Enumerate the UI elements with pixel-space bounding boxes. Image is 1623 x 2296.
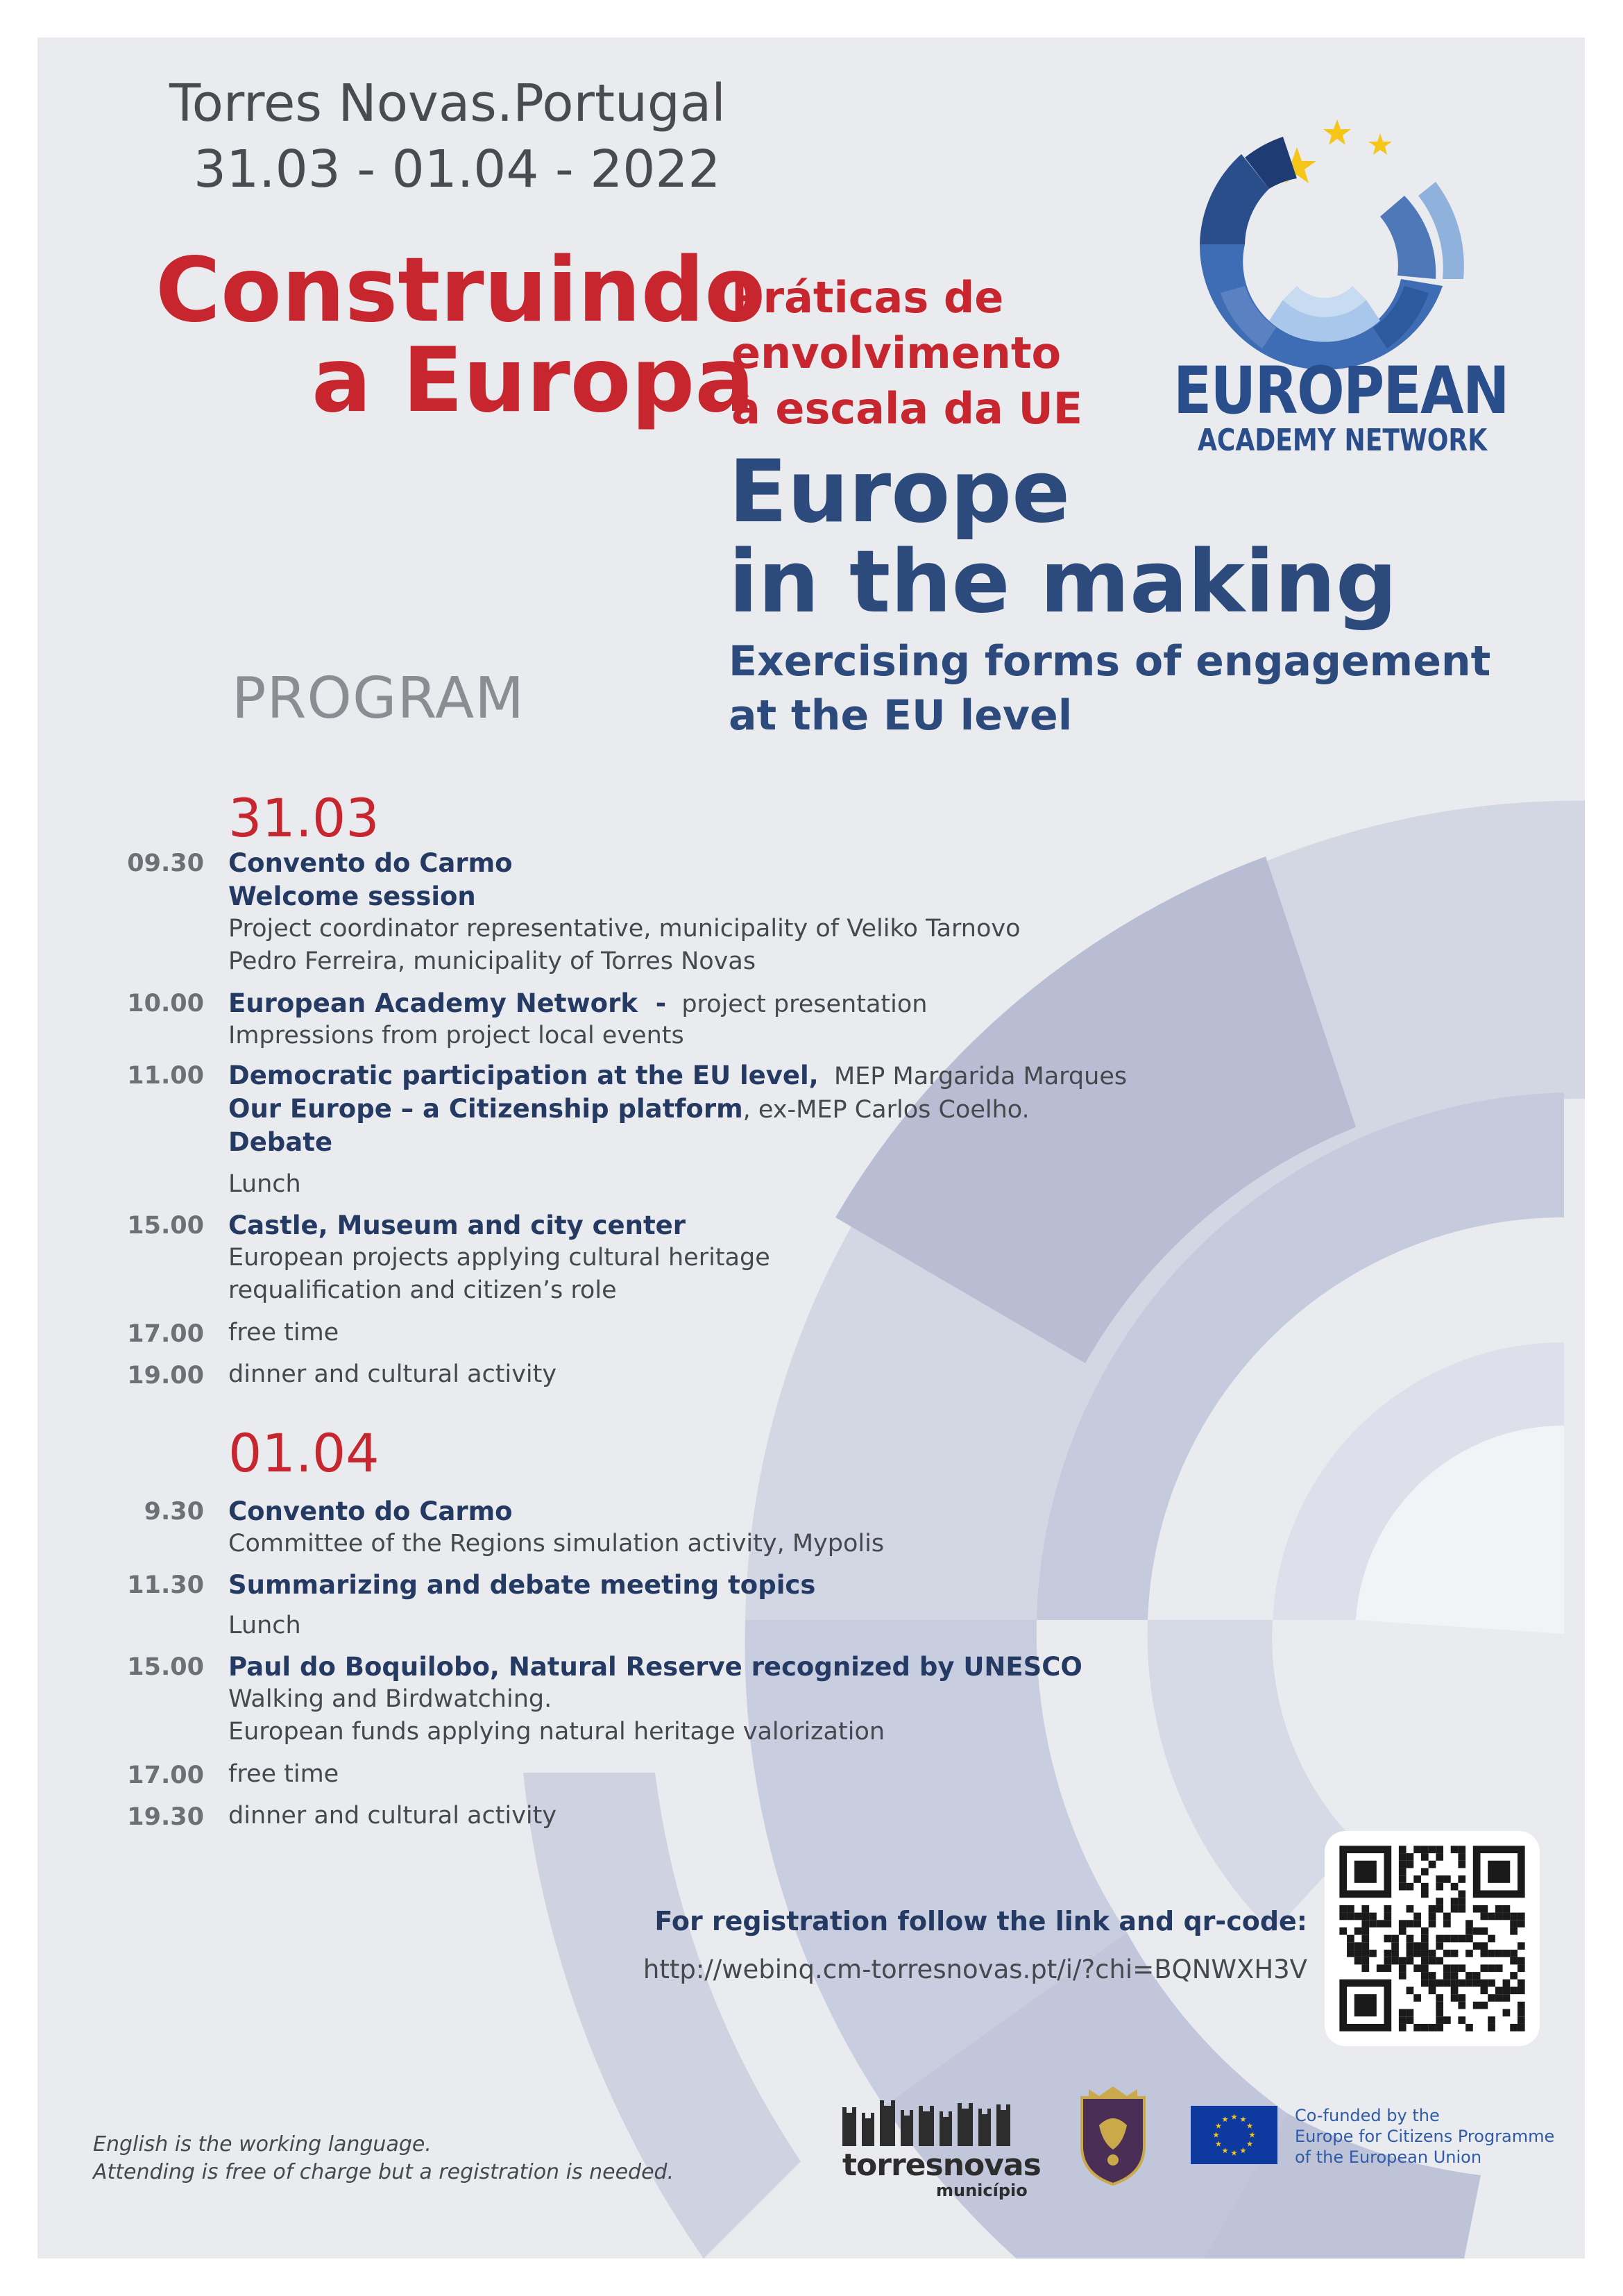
item-title: Summarizing and debate meeting topics <box>228 1570 816 1600</box>
day2-date: 01.04 <box>228 1422 380 1484</box>
registration-link[interactable]: http://webinq.cm-torresnovas.pt/i/?chi=BQNWXH3V <box>643 1955 1307 1984</box>
item-detail: European funds applying natural heritage valorization <box>228 1718 885 1746</box>
footer-note-registration: Attending is free of charge but a registration is needed. <box>93 2160 674 2184</box>
item-time: 17.00 <box>127 1320 204 1348</box>
item-detail: Lunch <box>228 1612 301 1639</box>
item-time: 11.30 <box>127 1571 204 1599</box>
subtitle-en-line2: at the EU level <box>729 691 1073 740</box>
item-title: Castle, Museum and city center <box>228 1210 686 1240</box>
item-title: Convento do Carmo <box>228 1496 513 1526</box>
item-title: European Academy Network <box>228 988 638 1018</box>
eu-cofunded-line1: Co-funded by the <box>1295 2106 1440 2125</box>
title-en-line1: Europe <box>729 442 1071 542</box>
day1-date: 31.03 <box>228 787 380 849</box>
item-detail: Committee of the Regions simulation activity, Mypolis <box>228 1530 885 1558</box>
coat-of-arms-icon <box>1075 2084 1151 2188</box>
item-time: 9.30 <box>144 1498 204 1526</box>
item-title-dash: - <box>637 988 667 1018</box>
municipality-sub: município <box>936 2181 1028 2200</box>
item-detail: free time <box>228 1319 339 1347</box>
registration-label: For registration follow the link and qr-code: <box>654 1906 1307 1936</box>
item-time: 09.30 <box>127 850 204 877</box>
subtitle-pt-line3: à escala da UE <box>731 383 1083 434</box>
item-title: Democratic participation at the EU level, <box>228 1061 819 1090</box>
item-time: 19.00 <box>127 1362 204 1390</box>
qr-code-icon <box>1325 1831 1540 2046</box>
item-detail: Lunch <box>228 1170 301 1198</box>
eu-cofunded-line2: Europe for Citizens Programme <box>1295 2127 1555 2146</box>
item-title: Debate <box>228 1127 333 1157</box>
item-time: 10.00 <box>127 990 204 1018</box>
item-title-row <box>228 1061 1127 1090</box>
footer-note-language: English is the working language. <box>93 2132 432 2156</box>
item-title: Paul do Boquilobo, Natural Reserve recognized by UNESCO <box>228 1652 1082 1682</box>
eu-cofunded-line3: of the European Union <box>1295 2147 1482 2167</box>
item-detail: project presentation <box>666 990 928 1018</box>
item-title-row <box>228 988 927 1018</box>
program-heading: PROGRAM <box>232 666 525 732</box>
item-detail: , ex-MEP Carlos Coelho. <box>742 1096 1030 1124</box>
item-title: Our Europe – a Citizenship platform <box>228 1094 743 1124</box>
item-time: 19.30 <box>127 1803 204 1831</box>
item-time: 17.00 <box>127 1762 204 1789</box>
item-detail: free time <box>228 1760 339 1788</box>
title-en-line2: in the making <box>729 532 1397 632</box>
item-detail: Project coordinator representative, municipality of Veliko Tarnovo <box>228 915 1021 943</box>
qr-code[interactable] <box>1325 1831 1540 2046</box>
poster <box>37 37 1585 2259</box>
event-location: Torres Novas.Portugal <box>169 74 726 133</box>
item-title: Convento do Carmo <box>228 848 513 878</box>
subtitle-pt-line2: envolvimento <box>731 328 1062 378</box>
item-detail: Impressions from project local events <box>228 1022 684 1049</box>
item-detail: Walking and Birdwatching. <box>228 1685 552 1713</box>
item-time: 15.00 <box>127 1653 204 1681</box>
logo-name-line2: ACADEMY NETWORK <box>1198 423 1488 458</box>
logo-name-line1: EUROPEAN <box>1173 353 1509 429</box>
item-detail: dinner and cultural activity <box>228 1360 557 1388</box>
municipality-name: torresnovas <box>842 2147 1041 2183</box>
title-pt-line2: a Europa <box>312 329 755 432</box>
item-title-row <box>228 1094 1030 1124</box>
item-time: 11.00 <box>127 1062 204 1090</box>
item-detail: European projects applying cultural heritage <box>228 1244 770 1272</box>
item-time: 15.00 <box>127 1212 204 1240</box>
eu-flag-icon <box>1191 2106 1277 2164</box>
item-detail: requalification and citizen’s role <box>228 1276 617 1304</box>
item-detail: dinner and cultural activity <box>228 1802 557 1830</box>
item-detail: Pedro Ferreira, municipality of Torres Novas <box>228 947 756 975</box>
subtitle-pt-line1: Práticas de <box>731 272 1004 323</box>
item-detail: MEP Margarida Marques <box>818 1063 1128 1090</box>
event-dates: 31.03 - 01.04 - 2022 <box>194 140 721 199</box>
title-pt-line1: Construindo <box>155 239 766 342</box>
item-title: Welcome session <box>228 881 476 911</box>
subtitle-en-line1: Exercising forms of engagement <box>729 637 1491 686</box>
